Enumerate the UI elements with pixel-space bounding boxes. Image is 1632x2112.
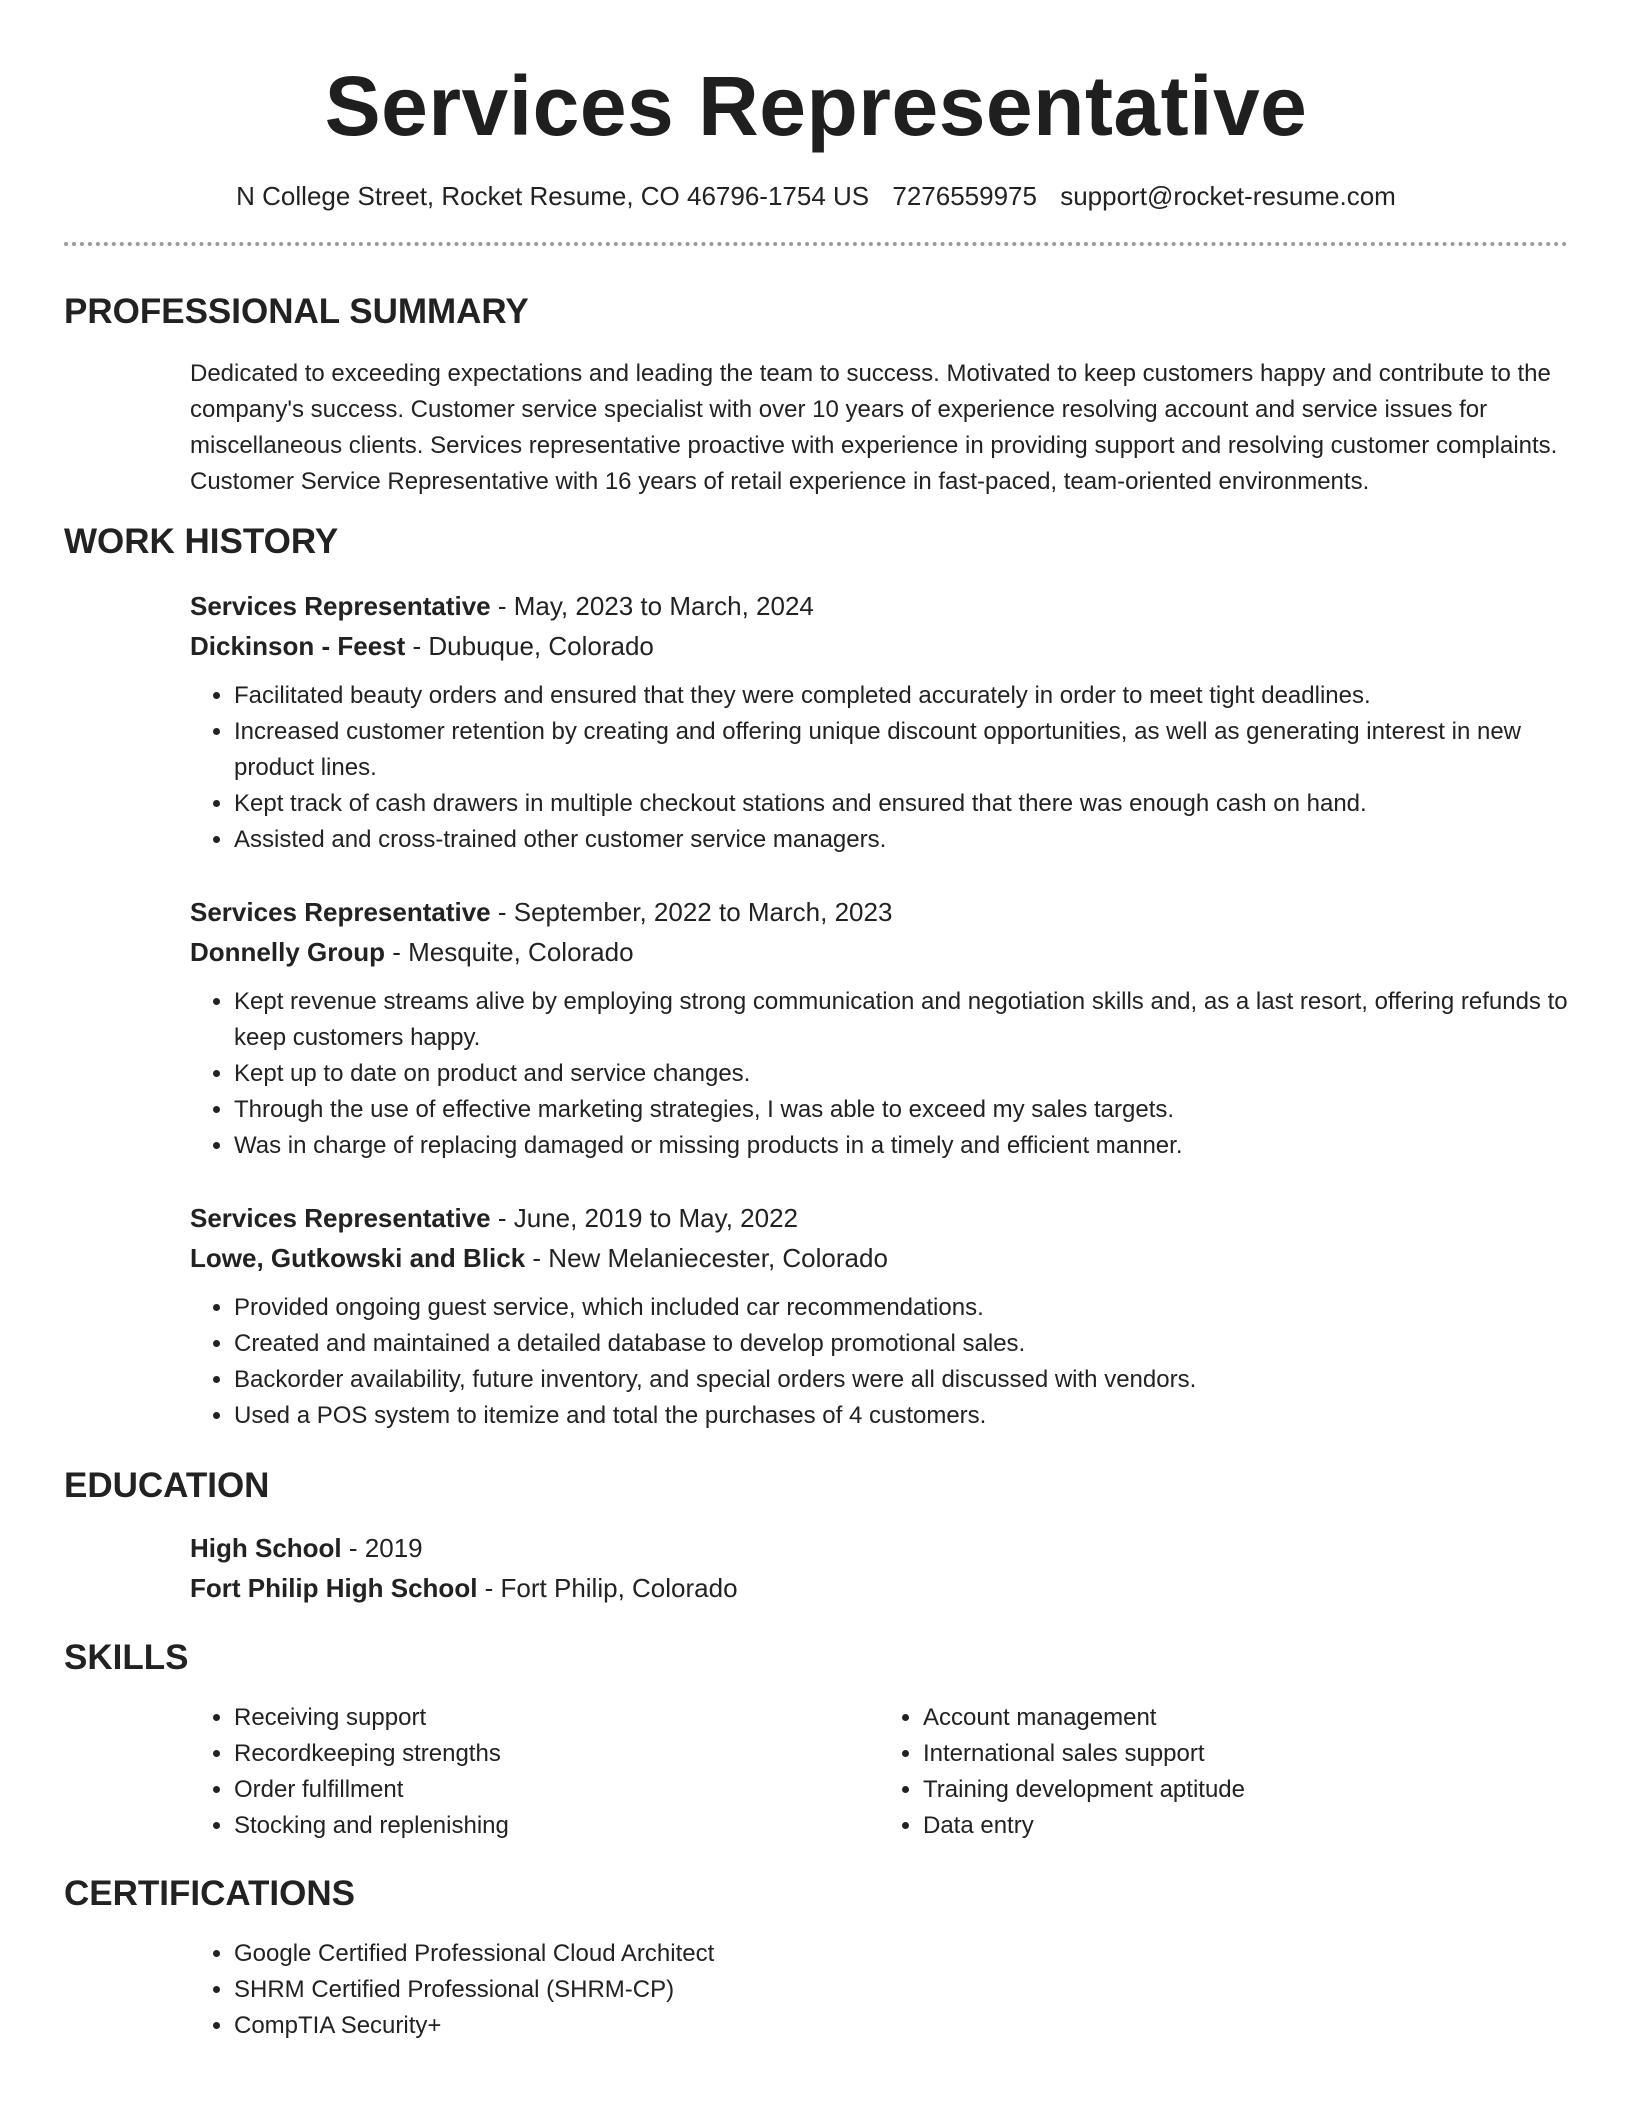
- education-entry: [190, 1528, 1568, 1608]
- job-dates: - May, 2023 to March, 2024: [490, 591, 814, 621]
- resume-page: [64, 0, 1568, 2044]
- job-bullet: • Provided ongoing guest service, which included car recommendations.: [234, 1290, 1568, 1326]
- certifications-block: [190, 1936, 1568, 2044]
- job-bullet: • Assisted and cross-trained other customer service managers.: [234, 822, 1568, 858]
- job-bullet: • Created and maintained a detailed database to develop promotional sales.: [234, 1326, 1568, 1362]
- certifications-heading: CERTIFICATIONS: [64, 1874, 356, 1913]
- job-location: - Dubuque, Colorado: [405, 631, 654, 661]
- job-bullet: • Kept revenue streams alive by employing strong communication and negotiation skills and, as a last resort, offering refunds to keep customers happy.: [234, 984, 1568, 1056]
- skills-section: [64, 1636, 1568, 1844]
- job-bullets: [190, 1290, 1568, 1434]
- job-company-line: [190, 626, 1568, 666]
- summary-heading: PROFESSIONAL SUMMARY: [64, 292, 529, 331]
- job-bullet: • Increased customer retention by creating and offering unique discount opportunities, as well as generating interest in new product lines.: [234, 714, 1568, 786]
- job-bullets: [190, 984, 1568, 1164]
- job-title-line: [190, 892, 1568, 932]
- skills-columns: [190, 1700, 1568, 1844]
- job-bullet: • Through the use of effective marketing strategies, I was able to exceed my sales targets.: [234, 1092, 1568, 1128]
- job-company: Dickinson - Feest: [190, 631, 406, 661]
- job-title: Services Representative: [190, 897, 491, 927]
- skill-item: • International sales support: [923, 1736, 1568, 1772]
- education-location: - Fort Philip, Colorado: [477, 1573, 738, 1603]
- skill-item: • Stocking and replenishing: [234, 1808, 879, 1844]
- skills-list-left: [190, 1700, 879, 1844]
- job-entry: [190, 892, 1568, 1164]
- job-title-line: [190, 586, 1568, 626]
- education-heading: EDUCATION: [64, 1466, 270, 1505]
- job-company: Donnelly Group: [190, 937, 385, 967]
- education-degree-line: [190, 1528, 1568, 1568]
- certifications-list: [190, 1936, 1568, 2044]
- job-company-line: [190, 932, 1568, 972]
- certification-item: • CompTIA Security+: [234, 2008, 1568, 2044]
- job-bullet: • Kept track of cash drawers in multiple checkout stations and ensured that there was enough cash on hand.: [234, 786, 1568, 822]
- education-degree: High School: [190, 1533, 342, 1563]
- education-year: - 2019: [341, 1533, 423, 1563]
- certifications-section: [64, 1872, 1568, 2044]
- education-section: [64, 1464, 1568, 1608]
- job-bullet: • Used a POS system to itemize and total the purchases of 4 customers.: [234, 1398, 1568, 1434]
- header-divider: [64, 242, 1568, 246]
- job-dates: - June, 2019 to May, 2022: [490, 1203, 799, 1233]
- work-history-heading: WORK HISTORY: [64, 522, 339, 561]
- job-entry: [190, 1198, 1568, 1434]
- job-bullet: • Facilitated beauty orders and ensured that they were completed accurately in order to meet tight deadlines.: [234, 678, 1568, 714]
- education-school: Fort Philip High School: [190, 1573, 478, 1603]
- job-list: [64, 586, 1568, 1434]
- job-title: Services Representative: [190, 591, 491, 621]
- contact-email: support@rocket-resume.com: [1060, 181, 1396, 211]
- education-school-line: [190, 1568, 1568, 1608]
- skill-item: • Training development aptitude: [923, 1772, 1568, 1808]
- job-location: - New Melaniecester, Colorado: [525, 1243, 888, 1273]
- job-title: Services Representative: [190, 1203, 491, 1233]
- candidate-name: Services Representative: [324, 59, 1308, 153]
- work-history-section: [64, 520, 1568, 1434]
- skill-item: • Account management: [923, 1700, 1568, 1736]
- contact-line: [64, 180, 1568, 212]
- job-dates: - September, 2022 to March, 2023: [490, 897, 893, 927]
- contact-address: N College Street, Rocket Resume, CO 46796-1754 US: [236, 181, 870, 211]
- contact-phone: 7276559975: [892, 181, 1037, 211]
- job-company-line: [190, 1238, 1568, 1278]
- summary-text: Dedicated to exceeding expectations and leading the team to success. Motivated to keep customers happy and contribute to the company's success. Customer service specialist with over 10 years of experience resolving account and service issues for miscellaneous clients. Services representative proactive with experience in providing support and resolving customer complaints. Customer Service Representative with 16 years of retail experience in fast-paced, team-oriented environments.: [190, 360, 1558, 495]
- job-bullet: • Backorder availability, future inventory, and special orders were all discussed with vendors.: [234, 1362, 1568, 1398]
- summary-section: [64, 290, 1568, 500]
- job-title-line: [190, 1198, 1568, 1238]
- certification-item: • Google Certified Professional Cloud Architect: [234, 1936, 1568, 1972]
- job-bullet: • Kept up to date on product and service changes.: [234, 1056, 1568, 1092]
- skills-list-right: [879, 1700, 1568, 1844]
- job-bullet: • Was in charge of replacing damaged or missing products in a timely and efficient manner.: [234, 1128, 1568, 1164]
- job-company: Lowe, Gutkowski and Blick: [190, 1243, 526, 1273]
- skills-heading: SKILLS: [64, 1638, 189, 1677]
- job-entry: [190, 586, 1568, 858]
- job-location: - Mesquite, Colorado: [385, 937, 634, 967]
- job-bullets: [190, 678, 1568, 858]
- skill-item: • Order fulfillment: [234, 1772, 879, 1808]
- skill-item: • Receiving support: [234, 1700, 879, 1736]
- skill-item: • Recordkeeping strengths: [234, 1736, 879, 1772]
- certification-item: • SHRM Certified Professional (SHRM-CP): [234, 1972, 1568, 2008]
- skill-item: • Data entry: [923, 1808, 1568, 1844]
